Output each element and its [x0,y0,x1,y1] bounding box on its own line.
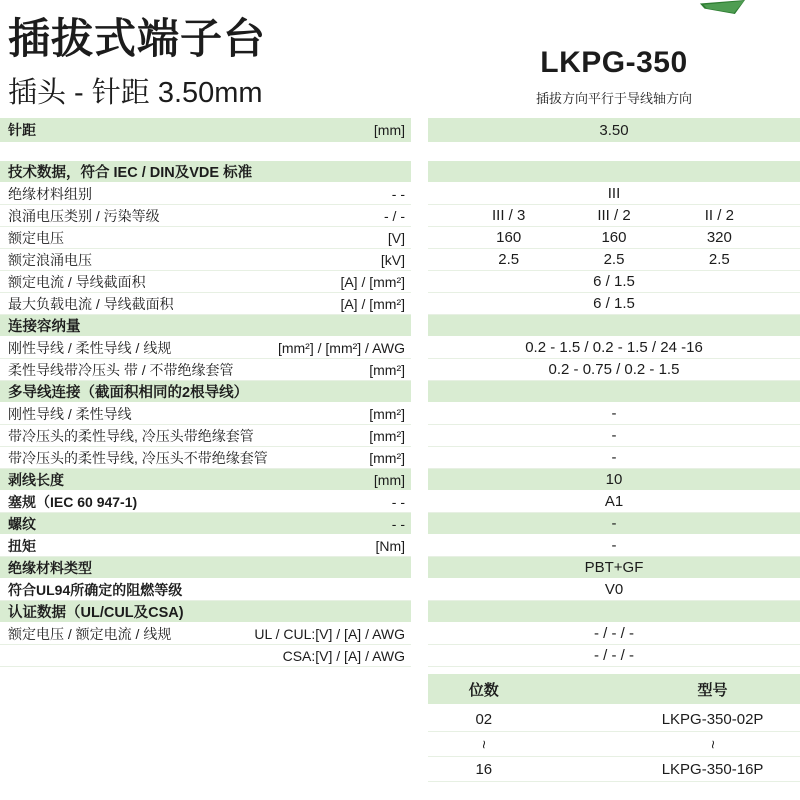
spec-row [0,447,800,469]
row-left-cell [0,271,411,293]
row-value-cell [428,557,800,579]
row-values [428,207,800,224]
spec-row [0,205,800,227]
row-left-cell [0,315,411,337]
model-table-row [428,707,800,732]
row-left-cell [0,118,411,143]
row-value: 3.50 [599,121,629,139]
row-value-cell [428,118,800,143]
row-value: 6 / 1.5 [593,273,635,290]
row-value: - [611,405,617,422]
row-value: - / - / - [594,647,634,664]
model-number-value [625,736,800,753]
positions-value [428,736,540,753]
row-value-cell [428,513,800,535]
row-value: V0 [604,581,624,598]
row-value-cell [428,491,800,513]
row-left-cell [0,557,411,579]
row-value: 320 [706,229,732,246]
row-unit: [mm] [373,122,405,138]
row-label: 额定电流 / 导线截面积 [8,273,146,290]
row-label: 符合UL94所确定的阻燃等级 [8,581,183,598]
spec-row [0,293,800,315]
section-header-row [0,381,800,403]
row-unit: [mm²] / [mm²] / AWG [277,339,405,356]
row-value: PBT+GF [584,559,644,576]
row-label: 连接容纳量 [8,319,81,335]
row-value-cell [428,359,800,381]
tilde-glyph: ~ [704,739,722,749]
row-unit: [mm²] [369,361,405,378]
row-unit: [kV] [380,251,405,268]
row-left-cell [0,601,411,623]
row-label: 绝缘材料类型 [8,559,92,576]
row-value: 2.5 [708,251,730,268]
spec-row [0,645,800,667]
row-value-cell [428,601,800,623]
row-left-cell [0,623,411,645]
spec-row [0,403,800,425]
section-header-row [0,315,800,337]
spec-row [0,249,800,271]
row-value: - [611,427,617,444]
row-label: 塞规（IEC 60 947-1) [8,493,138,510]
tilde-glyph: ~ [475,739,493,749]
row-left-cell [0,359,411,381]
row-left-cell [0,425,411,447]
row-value: - [611,515,617,532]
row-values [428,251,800,268]
row-label: 带冷压头的柔性导线, 冷压头带绝缘套管 [8,427,254,444]
spec-row [0,469,800,491]
row-unit: [Nm] [375,537,405,554]
row-left-cell [0,491,411,513]
row-unit: - / - [384,207,405,224]
model-table-header [428,674,800,704]
row-value-cell [428,161,800,183]
row-label: 刚性导线 / 柔性导线 / 线规 [8,339,172,356]
row-label: 柔性导线带冷压头 带 / 不带绝缘套管 [8,361,234,378]
row-unit: CSA:[V] / [A] / AWG [282,647,405,664]
row-label: 剥线长度 [8,471,64,488]
row-value-cell [428,469,800,491]
row-left-cell [0,447,411,469]
row-left-cell [0,183,411,205]
row-label: 多导线连接（截面积相同的2根导线） [8,385,249,401]
row-value-cell [428,293,800,315]
row-value: - [611,537,617,554]
section-header-row [0,161,800,183]
spec-row [0,271,800,293]
row-left-cell [0,227,411,249]
model-number-value: LKPG-350-16P [661,760,764,778]
row-left-cell [0,535,411,557]
spec-row [0,118,800,143]
spec-row [0,359,800,381]
row-left-cell [0,249,411,271]
row-left-cell [0,293,411,315]
row-value: 6 / 1.5 [593,295,635,312]
spec-row [0,535,800,557]
spec-row [0,579,800,601]
row-value: 0.2 - 1.5 / 0.2 - 1.5 / 24 -16 [525,339,703,356]
row-unit: [mm²] [369,427,405,444]
page-subtitle: 插头 - 针距 3.50mm [8,77,263,109]
row-unit: UL / CUL:[V] / [A] / AWG [254,625,405,642]
model-note: 插拔方向平行于导线轴方向 [535,91,692,106]
spec-row [0,425,800,447]
row-label: 扭矩 [8,537,36,554]
spec-row [0,183,800,205]
model-number-value: LKPG-350-02P [661,710,764,728]
spec-row [0,491,800,513]
row-label: 额定电压 [8,229,64,246]
row-label: 带冷压头的柔性导线, 冷压头不带绝缘套管 [8,449,268,466]
row-left-cell [0,161,411,183]
row-left-cell [0,205,411,227]
row-label: 螺纹 [8,515,36,532]
positions-header: 位数 [468,681,499,699]
row-left-cell [0,469,411,491]
row-value-cell [428,227,800,249]
row-unit: - - [391,493,405,510]
row-unit: [A] / [mm²] [340,273,405,290]
row-left-cell [0,381,411,403]
row-label: 额定电压 / 额定电流 / 线规 [8,625,172,642]
row-value-cell [428,249,800,271]
page-title: 插拔式端子台 [8,15,267,62]
section-header-row [0,601,800,623]
row-value-cell [428,403,800,425]
row-value: - [611,449,617,466]
row-value-cell [428,315,800,337]
row-value-cell [428,447,800,469]
spec-row [0,557,800,579]
positions-value: 16 [475,760,493,778]
row-values [428,229,800,246]
row-label: 技术数据，符合 IEC / DIN及VDE 标准 [8,165,253,181]
row-value-cell [428,623,800,645]
row-left-cell [0,337,411,359]
row-value: III / 2 [597,207,631,224]
spec-table [0,118,800,667]
row-unit: [mm²] [369,449,405,466]
row-value-cell [428,271,800,293]
spec-row [0,513,800,535]
model-number-header: 型号 [697,681,728,699]
spec-row [0,227,800,249]
row-value: 2.5 [498,251,520,268]
row-unit: - - [391,515,405,532]
row-value: 0.2 - 0.75 / 0.2 - 1.5 [548,361,680,378]
row-value-cell [428,425,800,447]
row-label: 针距 [8,122,36,138]
row-value-cell [428,381,800,403]
positions-value: 02 [475,710,493,728]
row-value-cell [428,205,800,227]
row-value: 2.5 [603,251,625,268]
row-value: A1 [604,493,624,510]
row-unit: [A] / [mm²] [340,295,405,312]
row-value-cell [428,579,800,601]
row-unit: [mm] [373,471,405,488]
row-value-cell [428,183,800,205]
row-left-cell [0,645,411,667]
row-label: 最大负载电流 / 导线截面积 [8,295,174,312]
row-label: 额定浪涌电压 [8,251,92,268]
row-value: - / - / - [594,625,634,642]
model-table-row [428,757,800,782]
model-name: LKPG-350 [540,46,688,79]
model-block [428,46,800,107]
logo-corner-icon [699,0,745,14]
row-left-cell [0,513,411,535]
row-value: III [607,185,621,202]
row-unit: - - [391,185,405,202]
row-label: 绝缘材料组别 [8,185,92,202]
row-label: 刚性导线 / 柔性导线 [8,405,132,422]
model-table-row [428,732,800,757]
model-number-table [428,674,800,782]
row-value: 10 [605,471,623,488]
row-value: 160 [601,229,627,246]
spec-row [0,337,800,359]
page-header [0,0,800,118]
row-value: III / 3 [491,207,526,224]
row-unit: [mm²] [369,405,405,422]
row-label: 认证数据（UL/CUL及CSA) [8,605,184,621]
row-value: 160 [496,229,522,246]
row-value: II / 2 [704,207,734,224]
row-left-cell [0,403,411,425]
row-value-cell [428,337,800,359]
row-value-cell [428,645,800,667]
row-left-cell [0,579,411,601]
row-unit: [V] [387,229,405,246]
spec-row [0,623,800,645]
row-value-cell [428,535,800,557]
row-label: 浪涌电压类别 / 污染等级 [8,207,160,224]
